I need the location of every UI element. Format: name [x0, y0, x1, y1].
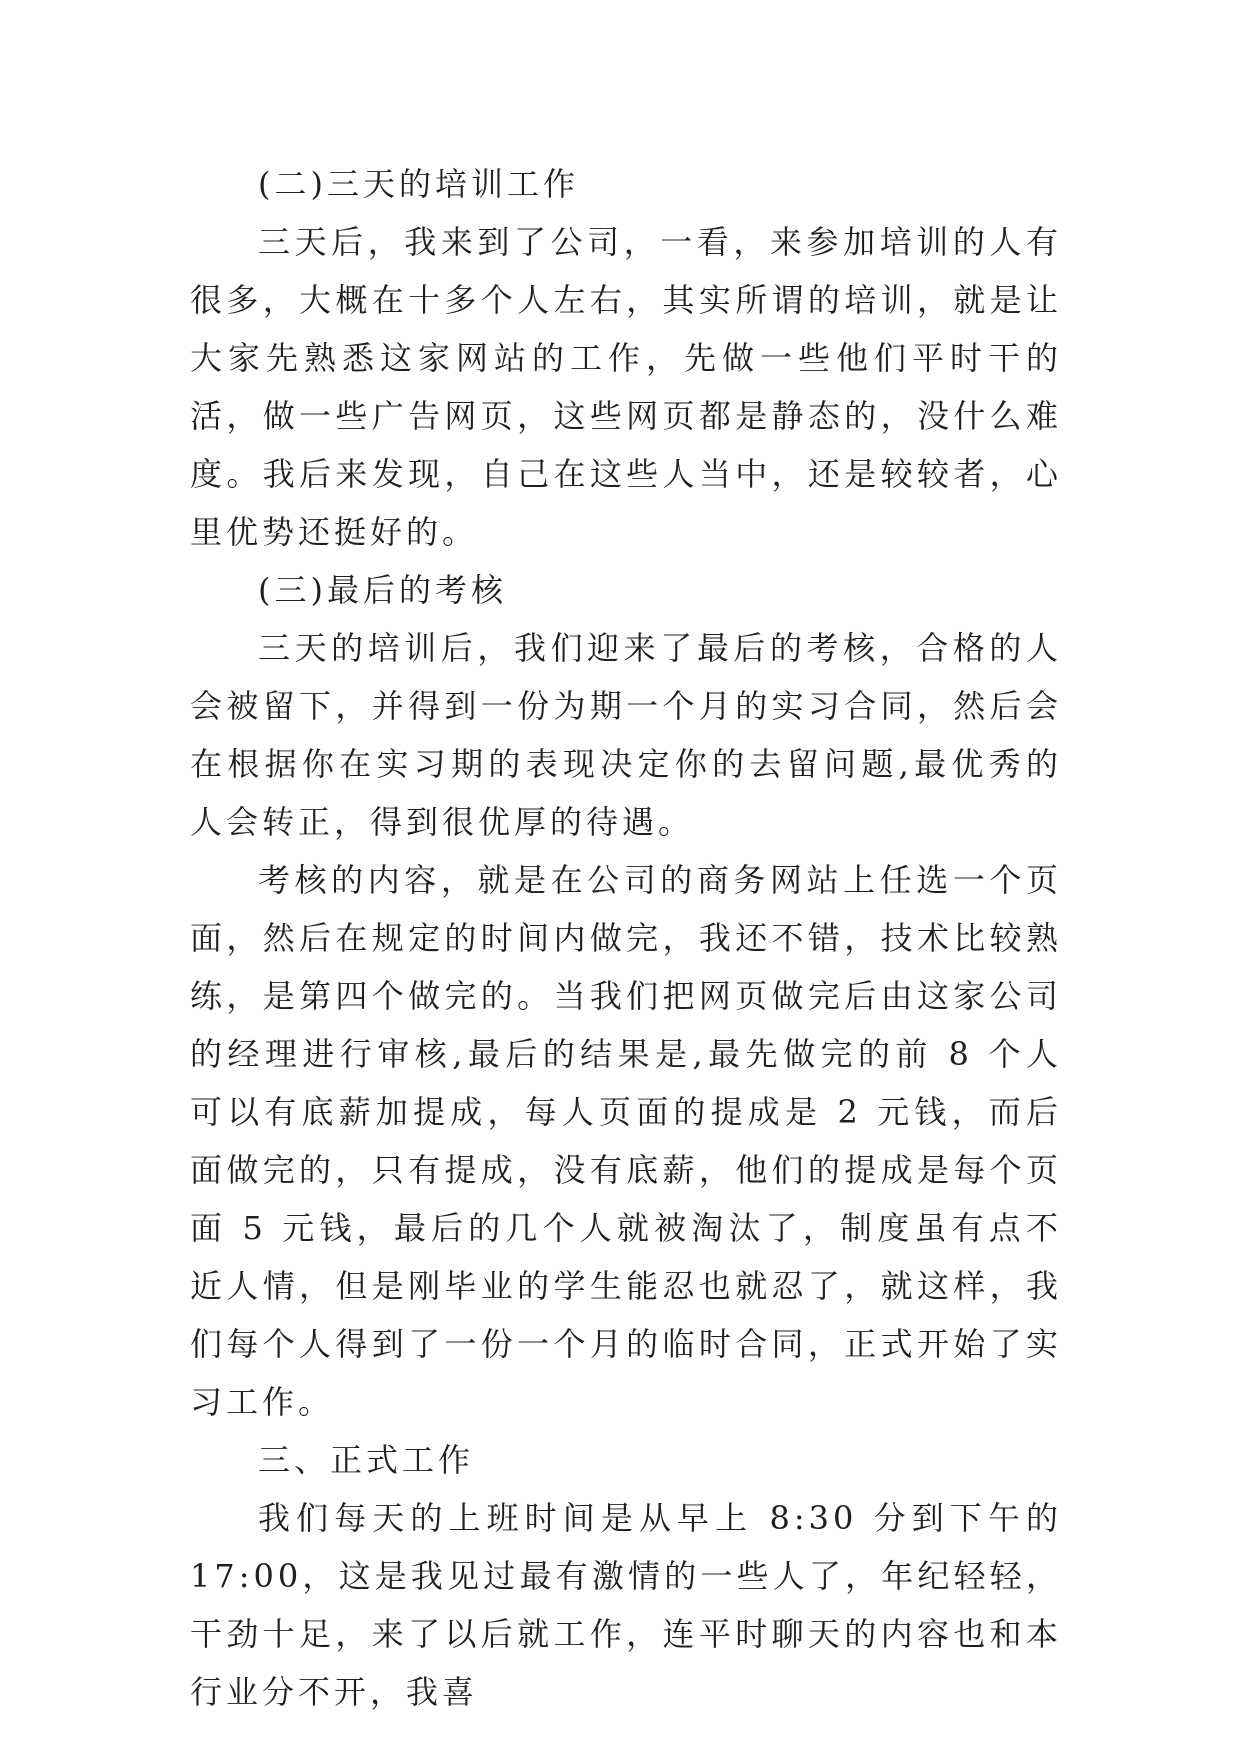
section-heading-training: (二)三天的培训工作	[258, 165, 579, 203]
paragraph-assessment-content: 考核的内容，就是在公司的商务网站上任选一个页面，然后在规定的时间内做完，我还不错，技术比较熟练，是第四个做完的。当我们把网页做完后由这家公司的经理进行审核,最后的结果是,最先做完的前 8 个人可以有底薪加提成，每人页面的提成是 2 元钱，而后面做完的，只有提成，没有底薪，他们的提成是每个页面 5 元钱，最后的几个人就被淘汰了，制度虽有点不近人情，但是刚毕业的学生能忍也就忍了，就这样，我们每个人得到了一份一个月的临时合同，正式开始了实习工作。	[190, 861, 1062, 1421]
section-heading-formal-work: 三、正式工作	[258, 1441, 475, 1479]
paragraph-formal-work: 我们每天的上班时间是从早上 8:30 分到下午的 17:00，这是我见过最有激情的一些人了，年纪轻轻，干劲十足，来了以后就工作，连平时聊天的内容也和本行业分不开，我喜	[190, 1499, 1062, 1711]
document-body	[190, 155, 1062, 1721]
paragraph-training: 三天后，我来到了公司，一看，来参加培训的人有很多，大概在十多个人左右，其实所谓的培训，就是让大家先熟悉这家网站的工作，先做一些他们平时干的活，做一些广告网页，这些网页都是静态的，没什么难度。我后来发现，自己在这些人当中，还是较较者，心里优势还挺好的。	[190, 223, 1062, 551]
section-heading-assessment: (三)最后的考核	[258, 571, 507, 609]
paragraph-assessment-intro: 三天的培训后，我们迎来了最后的考核，合格的人会被留下，并得到一份为期一个月的实习合同，然后会在根据你在实习期的表现决定你的去留问题,最优秀的人会转正，得到很优厚的待遇。	[190, 629, 1062, 841]
